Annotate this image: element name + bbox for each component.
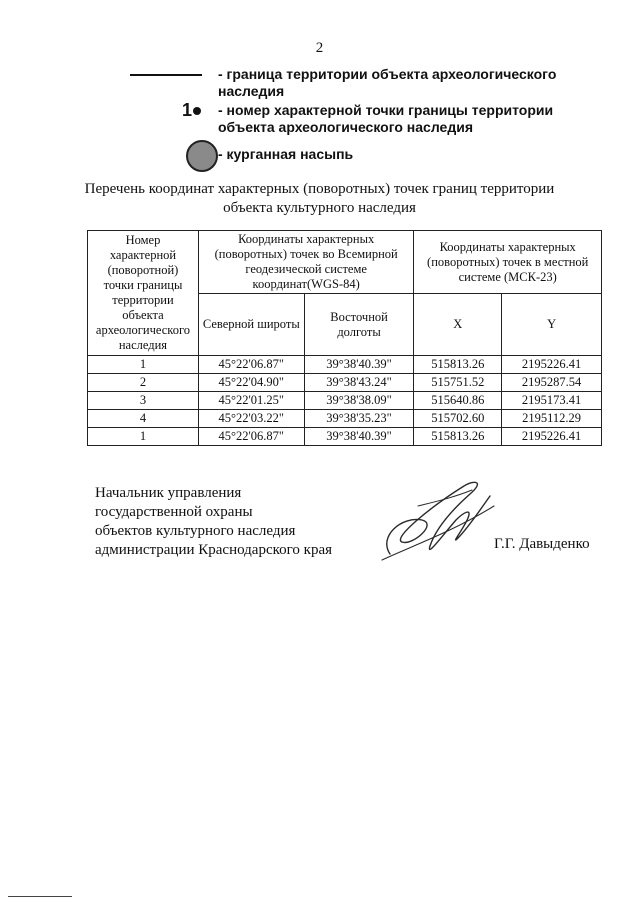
legend-point-text: - номер характерной точки границы территории объекта археологического наследия	[218, 102, 554, 135]
cell-y: 2195173.41	[502, 392, 602, 410]
handwritten-signature	[372, 476, 502, 566]
table-row	[88, 356, 602, 374]
cell-latitude: 45°22'01.25"	[198, 392, 304, 410]
cell-x: 515813.26	[414, 356, 502, 374]
cell-point-number: 2	[88, 374, 199, 392]
boundary-line-icon	[130, 74, 202, 76]
table-caption: Перечень координат характерных (поворотных) точек границ территории объекта культурного наследия	[84, 181, 555, 216]
signatory-title-line: объектов культурного наследия	[95, 523, 296, 539]
table-row	[88, 428, 602, 446]
point-marker-icon: 1	[182, 100, 214, 121]
signatory-title-line: администрации Краснодарского края	[95, 542, 333, 558]
cell-longitude: 39°38'40.39"	[304, 428, 414, 446]
header-north-latitude: Северной широты	[198, 294, 304, 356]
cell-longitude: 39°38'43.24"	[304, 374, 414, 392]
cell-longitude: 39°38'40.39"	[304, 356, 414, 374]
coordinates-table	[87, 230, 602, 446]
header-wgs84: Координаты характерных (поворотных) точек во Всемирной геодезической системе координат(WGS-84)	[198, 231, 413, 294]
cell-y: 2195226.41	[502, 428, 602, 446]
cell-latitude: 45°22'06.87"	[198, 356, 304, 374]
cell-point-number: 3	[88, 392, 199, 410]
cell-point-number: 1	[88, 356, 199, 374]
legend-mound-text: - курганная насыпь	[218, 146, 354, 162]
cell-latitude: 45°22'04.90"	[198, 374, 304, 392]
signatory-title	[95, 484, 332, 560]
cell-latitude: 45°22'06.87"	[198, 428, 304, 446]
cell-latitude: 45°22'03.22"	[198, 410, 304, 428]
signatory-title-line: Начальник управления	[95, 485, 242, 501]
burial-mound-icon	[186, 140, 218, 172]
cell-y: 2195226.41	[502, 356, 602, 374]
header-y: Y	[502, 294, 602, 356]
table-row	[88, 374, 602, 392]
cell-x: 515640.86	[414, 392, 502, 410]
page-number: 2	[315, 40, 324, 56]
cell-point-number: 1	[88, 428, 199, 446]
cell-x: 515751.52	[414, 374, 502, 392]
header-east-longitude: Восточной долготы	[304, 294, 414, 356]
cell-y: 2195112.29	[502, 410, 602, 428]
header-msk23: Координаты характерных (поворотных) точек в местной системе (МСК-23)	[414, 231, 602, 294]
signatory-title-line: государственной охраны	[95, 504, 253, 520]
table-row	[88, 392, 602, 410]
cell-y: 2195287.54	[502, 374, 602, 392]
table-row	[88, 410, 602, 428]
cell-point-number: 4	[88, 410, 199, 428]
cell-x: 515702.60	[414, 410, 502, 428]
header-x: X	[414, 294, 502, 356]
cell-longitude: 39°38'38.09"	[304, 392, 414, 410]
header-point-number: Номер характерной (поворотной) точки границы территории объекта археологического наследия	[88, 231, 199, 356]
cell-longitude: 39°38'35.23"	[304, 410, 414, 428]
table-header-row	[88, 231, 602, 294]
signer-name: Г.Г. Давыденко	[494, 536, 590, 552]
footer-rule	[8, 896, 72, 897]
legend-boundary-text: - граница территории объекта археологического наследия	[218, 66, 557, 99]
cell-x: 515813.26	[414, 428, 502, 446]
